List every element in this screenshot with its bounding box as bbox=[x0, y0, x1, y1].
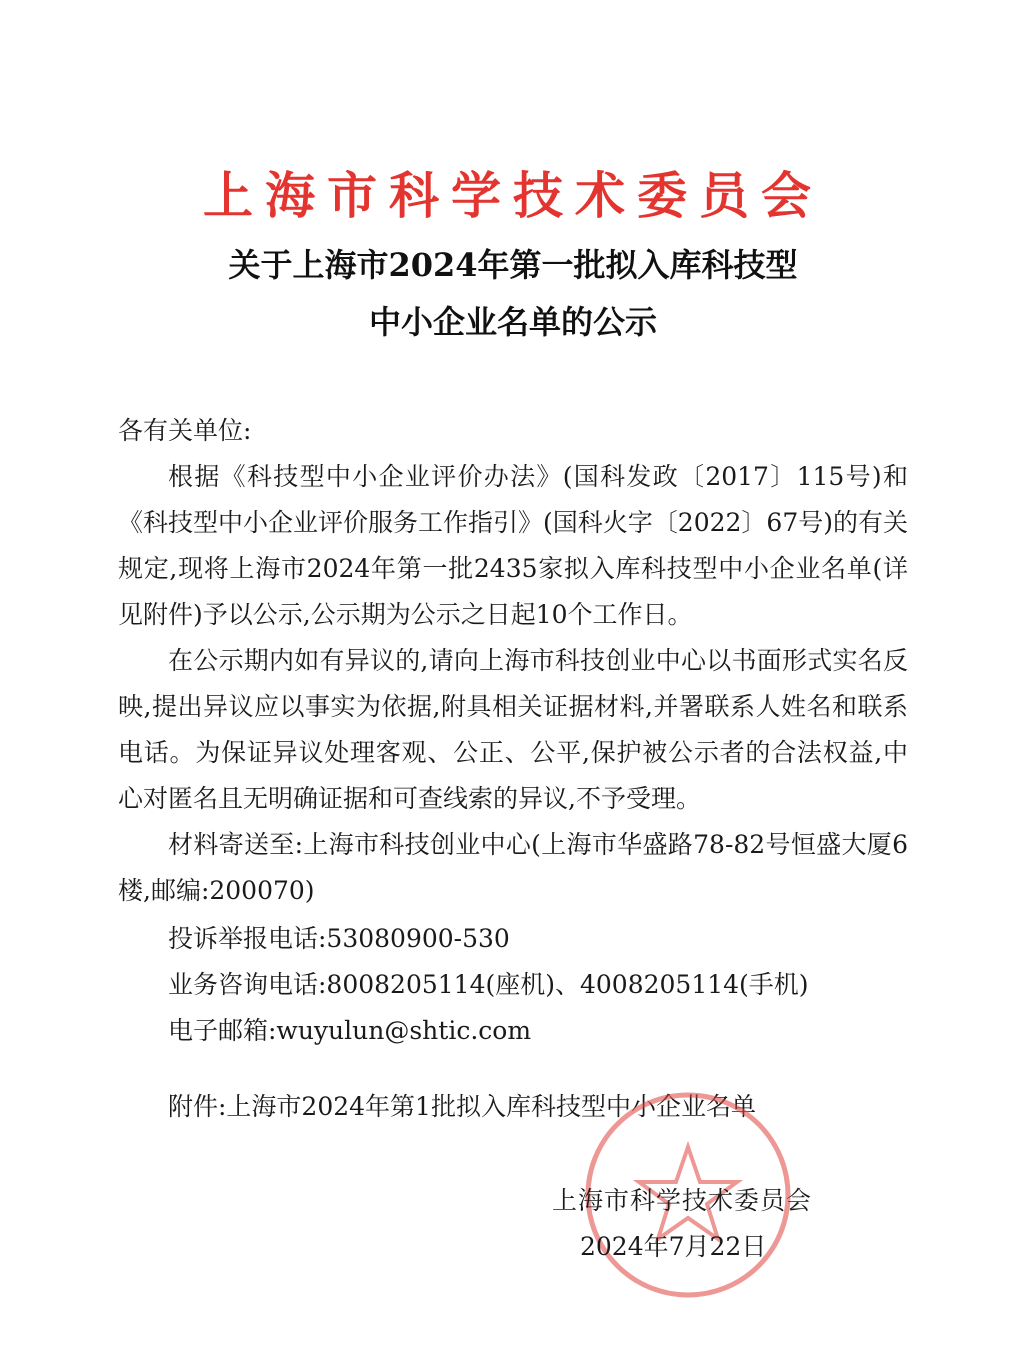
issuing-org-header: 上海市科学技术委员会 bbox=[203, 166, 823, 225]
attachment-line: 附件:上海市2024年第1批拟入库科技型中小企业名单 bbox=[168, 1092, 756, 1121]
contact-email: 电子邮箱:wuyulun@shtic.com bbox=[168, 1016, 532, 1045]
complaint-phone: 投诉举报电话:53080900-530 bbox=[168, 924, 510, 953]
paragraph-basis: 根据《科技型中小企业评价办法》(国科发政〔2017〕115号)和《科技型中小企业评价服务工作指引》(国科火字〔2022〕67号)的有关规定,现将上海市2024年第一批2435家拟入库科技型中小企业名单(详见附件)予以公示,公示期为公示之日起10个工作日。 bbox=[118, 462, 908, 629]
salutation: 各有关单位: bbox=[118, 416, 252, 445]
signature-date: 2024年7月22日 bbox=[580, 1232, 767, 1261]
signature-org: 上海市科学技术委员会 bbox=[552, 1186, 813, 1215]
consult-phone: 业务咨询电话:8008205114(座机)、4008205114(手机) bbox=[168, 970, 809, 999]
paragraph-objection: 在公示期内如有异议的,请向上海市科技创业中心以书面形式实名反映,提出异议应以事实为依据,附具相关证据材料,并署联系人姓名和联系电话。为保证异议处理客观、公正、公平,保护被公示者的合法权益,中心对匿名且无明确证据和可查线索的异议,不予受理。 bbox=[118, 646, 908, 813]
document-title-line1: 关于上海市2024年第一批拟入库科技型 bbox=[228, 246, 798, 284]
document-title-line2: 中小企业名单的公示 bbox=[368, 303, 657, 341]
paragraph-mailing-address: 材料寄送至:上海市科技创业中心(上海市华盛路78-82号恒盛大厦6楼,邮编:200070) bbox=[118, 830, 908, 905]
